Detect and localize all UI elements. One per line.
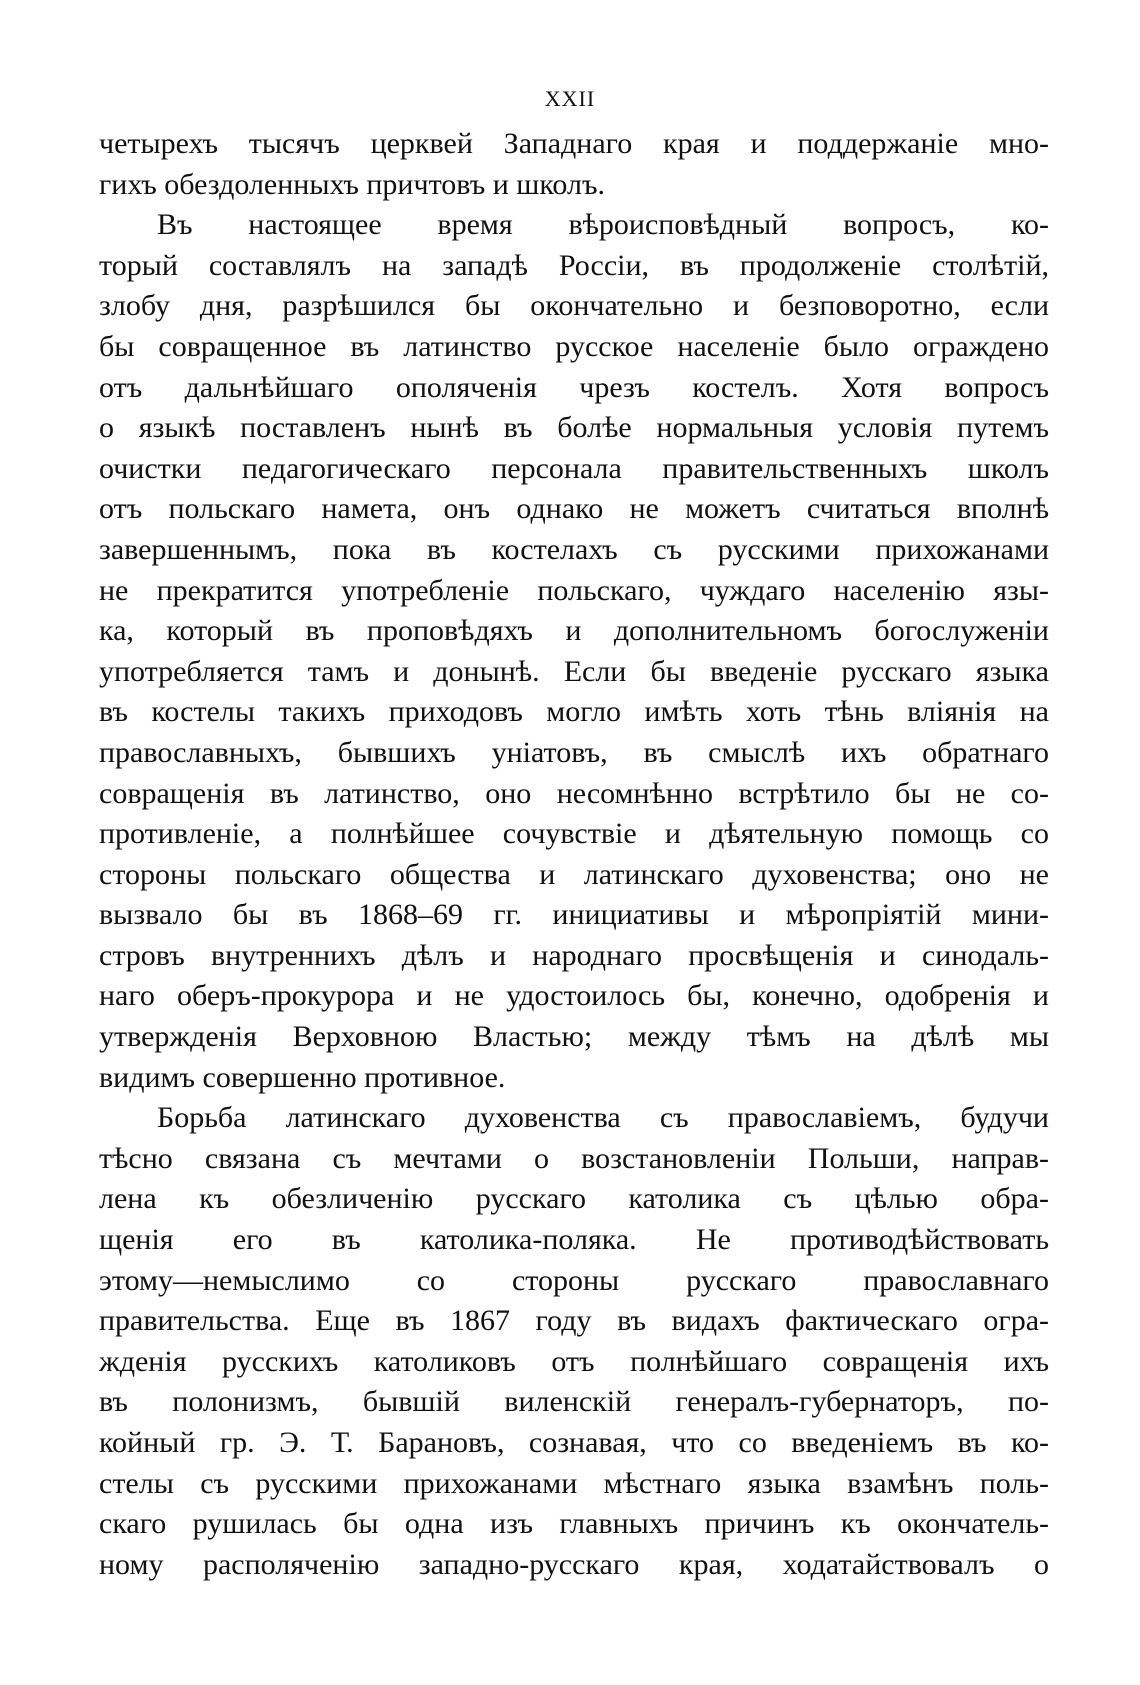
text-line: о языкѣ поставленъ нынѣ въ болѣе нормальныя условія путемъ <box>99 411 1049 445</box>
text-line: ка, который въ проповѣдяхъ и дополнительномъ богослуженіи <box>99 614 1049 648</box>
text-line: стелы съ русскими прихожанами мѣстнаго языка взамѣнъ поль- <box>99 1466 1049 1500</box>
text-line: въ костелы такихъ приходовъ могло имѣть хоть тѣнь вліянія на <box>99 695 1049 729</box>
text-line: стровъ внутреннихъ дѣлъ и народнаго просвѣщенія и синодаль- <box>99 938 1049 972</box>
paragraph <box>99 124 1049 205</box>
text-line: правительства. Еще въ 1867 году въ видахъ фактическаго огра- <box>99 1304 1049 1338</box>
text-line: не прекратится употребленіе польскаго, чуждаго населенію язы- <box>99 573 1049 607</box>
text-line: совращенія въ латинство, оно несомнѣнно встрѣтило бы не со- <box>99 776 1049 810</box>
paragraph <box>99 1098 1049 1585</box>
text-line: православныхъ, бывшихъ уніатовъ, въ смыслѣ ихъ обратнаго <box>99 735 1049 769</box>
text-line: торый составлялъ на западѣ Россіи, въ продолженіе столѣтій, <box>99 248 1049 282</box>
text-line: жденія русскихъ католиковъ отъ полнѣйшаго совращенія ихъ <box>99 1344 1049 1378</box>
text-line: наго оберъ-прокурора и не удостоилось бы, конечно, одобренія и <box>99 979 1049 1013</box>
text-line: четырехъ тысячъ церквей Западнаго края и поддержаніе мно- <box>99 127 1049 160</box>
text-line: этому—немыслимо со стороны русскаго православнаго <box>99 1263 1049 1297</box>
text-line: вызвало бы въ 1868–69 гг. инициативы и мѣропріятій мини- <box>99 898 1049 932</box>
text-line: злобу дня, разрѣшился бы окончательно и безповоротно, если <box>99 289 1049 323</box>
text-line: щенія его въ католика-поляка. Не противодѣйствовать <box>99 1223 1049 1257</box>
text-line: тѣсно связана съ мечтами о возстановленіи Польши, направ- <box>99 1141 1049 1175</box>
text-line: лена къ обезличенію русскаго католика съ цѣлью обра- <box>99 1182 1049 1216</box>
text-line: скаго рушилась бы одна изъ главныхъ причинъ къ окончатель- <box>99 1507 1049 1541</box>
text-line: противленіе, а полнѣйшее сочувствіе и дѣятельную помощь со <box>99 817 1049 851</box>
text-line: завершеннымъ, пока въ костелахъ съ русскими прихожанами <box>99 532 1049 566</box>
text-line: бы совращенное въ латинство русское населеніе было ограждено <box>99 329 1049 363</box>
text-line: гихъ обездоленныхъ причтовъ и школъ. <box>99 167 606 201</box>
paragraph <box>99 205 1049 1098</box>
text-line: утвержденія Верховною Властью; между тѣмъ на дѣлѣ мы <box>99 1020 1049 1054</box>
text-line: койный гр. Э. Т. Барановъ, сознавая, что со введеніемъ въ ко- <box>99 1426 1049 1459</box>
text-line: очистки педагогическаго персонала правительственныхъ школъ <box>99 451 1049 485</box>
text-line: ному располяченію западно-русскаго края, ходатайствовалъ о <box>99 1547 1049 1581</box>
text-line: видимъ совершенно противное. <box>99 1060 506 1094</box>
text-line: отъ дальнѣйшаго ополяченія чрезъ костелъ. Хотя вопросъ <box>99 370 1049 404</box>
text-line: въ полонизмъ, бывшій виленскій генералъ-губернаторъ, по- <box>99 1385 1049 1419</box>
text-line: отъ польскаго намета, онъ однако не можетъ считаться вполнѣ <box>99 492 1049 526</box>
text-line: стороны польскаго общества и латинскаго духовенства; оно не <box>99 857 1049 891</box>
text-line: Борьба латинскаго духовенства съ православіемъ, будучи <box>157 1101 1049 1135</box>
page-number: XXII <box>544 86 596 111</box>
text-line: Въ настоящее время вѣроисповѣдный вопросъ, ко- <box>157 208 1049 242</box>
text-line: употребляется тамъ и донынѣ. Если бы введеніе русскаго языка <box>99 654 1049 688</box>
page-text <box>99 124 1049 1585</box>
